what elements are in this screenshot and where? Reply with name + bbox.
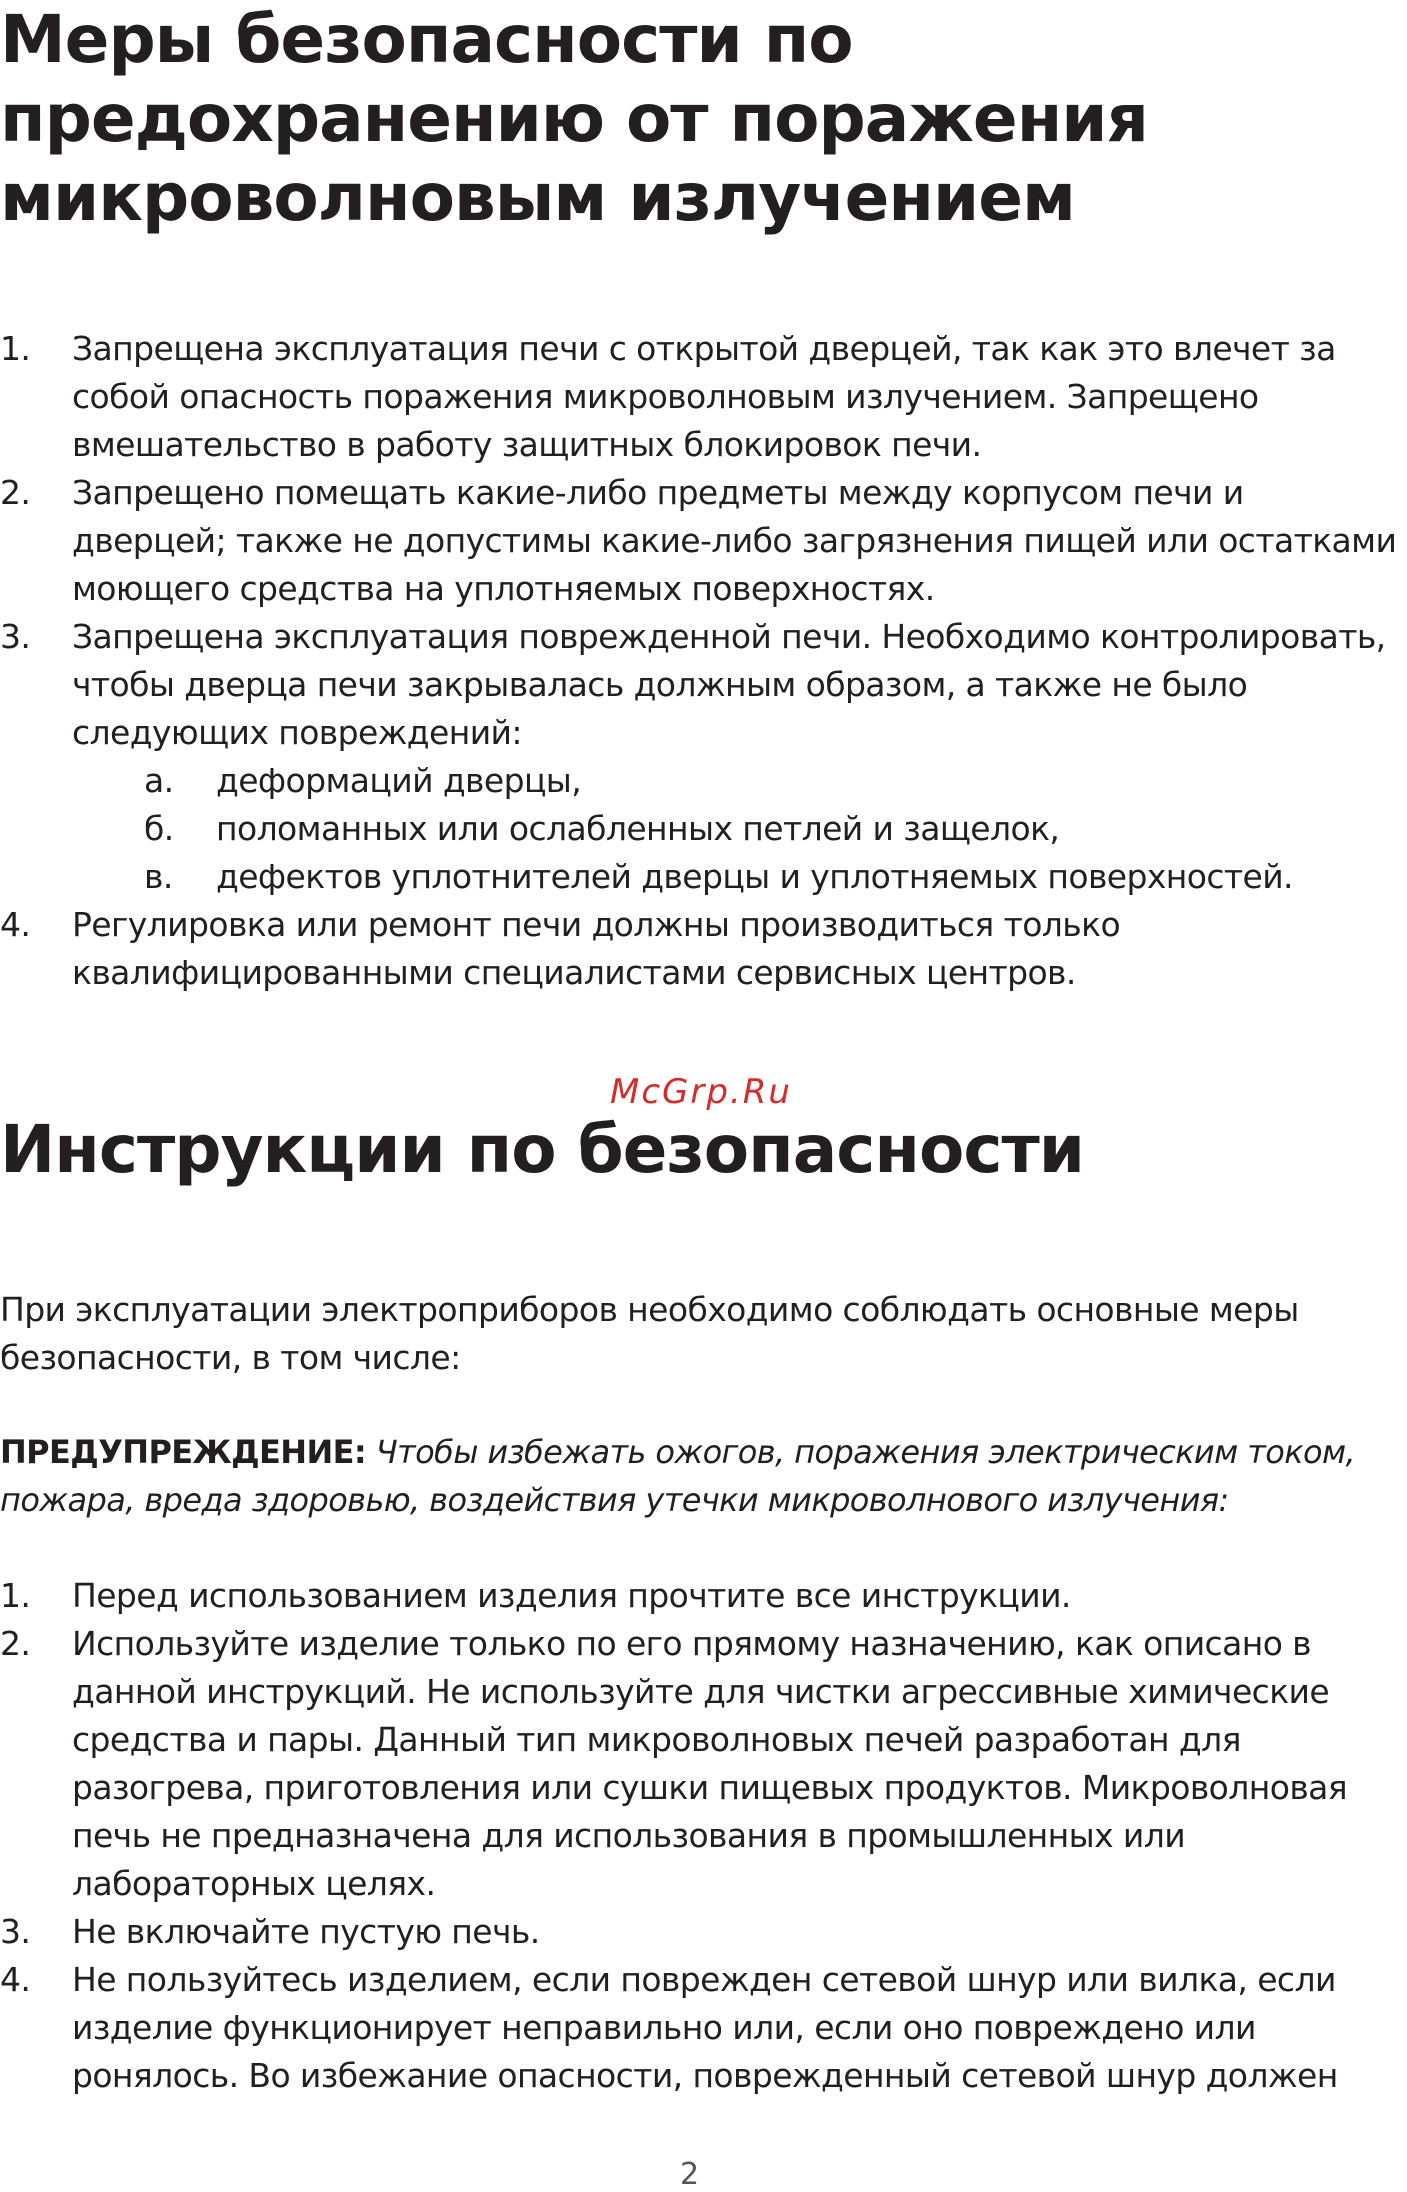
list-item: [0, 1908, 1400, 1956]
page-number: 2: [680, 2157, 700, 2192]
list-item-text: Запрещена эксплуатация печи с открытой дверцей, так как это влечет за собой опасность поражения микроволновым излучением. Запрещено вмешательство в работу защитных блокировок печи.: [72, 329, 1336, 464]
list-item-text: Используйте изделие только по его прямому назначению, как описано в данной инструкций. Не используйте для чистки агрессивные химические средства и пары. Данный тип микроволновых печей разработан для разогрева, приготовления или сушки пищевых продуктов. Микроволновая печь не предназначена для использования в промышленных или лабораторных целях.: [72, 1624, 1348, 1903]
list-item-number: 3.: [0, 617, 31, 656]
list-item-number: 1.: [0, 329, 31, 368]
list-item-text: Не включайте пустую печь.: [72, 1912, 540, 1951]
list-item-number: 2.: [0, 1624, 31, 1663]
microwave-safety-list: [0, 325, 1400, 997]
list-item-text: Запрещено помещать какие-либо предметы между корпусом печи и дверцей; также не допустимы какие-либо загрязнения пищей или остатками моющего средства на уплотняемых поверхностях.: [72, 473, 1397, 608]
watermark: McGrp.Ru: [610, 1072, 792, 1112]
list-item-number: 3.: [0, 1912, 31, 1951]
list-item-text: Не пользуйтесь изделием, если поврежден сетевой шнур или вилка, если изделие функционирует неправильно или, если оно повреждено или ронялось. Во избежание опасности, поврежденный сетевой шнур должен: [72, 1960, 1338, 2095]
list-item-text: Запрещена эксплуатация поврежденной печи. Необходимо контролировать, чтобы дверца печи закрывалась должным образом, а также не было следующих повреждений:: [72, 617, 1386, 752]
intro-paragraph: При эксплуатации электроприборов необходимо соблюдать основные меры безопасности, в том числе:: [0, 1290, 1299, 1377]
list-item: [0, 325, 1400, 469]
list-item: [0, 469, 1400, 613]
list-item: [0, 1620, 1400, 1908]
sublist-item-letter: а.: [144, 761, 174, 800]
page-title: Меры безопасности по предохранению от поражения микроволновым излучением: [0, 1, 1148, 236]
warning-text: Чтобы избежать ожогов, поражения электрическим током, пожара, вреда здоровью, воздействия утечки микроволнового излучения:: [0, 1433, 1356, 1519]
sublist-item: [144, 853, 1400, 901]
warning-label: ПРЕДУПРЕЖДЕНИЕ:: [0, 1433, 367, 1471]
warning-paragraph: [0, 1428, 1407, 1524]
sublist-item-letter: б.: [144, 809, 174, 848]
safety-instructions-list: [0, 1572, 1400, 2100]
list-item-text: Перед использованием изделия прочтите все инструкции.: [72, 1576, 1071, 1615]
sublist-item-letter: в.: [144, 857, 173, 896]
list-item-number: 1.: [0, 1576, 31, 1615]
list-item-text: Регулировка или ремонт печи должны производиться только квалифицированными специалистами сервисных центров.: [72, 905, 1121, 992]
sublist-item: [144, 757, 1400, 805]
sublist-item-text: поломанных или ослабленных петлей и защелок,: [216, 809, 1060, 848]
list-item: [0, 1956, 1400, 2100]
list-item: [0, 1572, 1400, 1620]
sublist-item-text: дефектов уплотнителей дверцы и уплотняемых поверхностей.: [216, 857, 1293, 896]
list-item: [0, 901, 1400, 997]
damage-sublist: [72, 757, 1400, 901]
section-title: Инструкции по безопасности: [0, 1111, 1084, 1188]
list-item-number: 4.: [0, 905, 31, 944]
sublist-item-text: деформаций дверцы,: [216, 761, 582, 800]
sublist-item: [144, 805, 1400, 853]
list-item-number: 2.: [0, 473, 31, 512]
list-item-number: 4.: [0, 1960, 31, 1999]
list-item: [0, 613, 1400, 901]
